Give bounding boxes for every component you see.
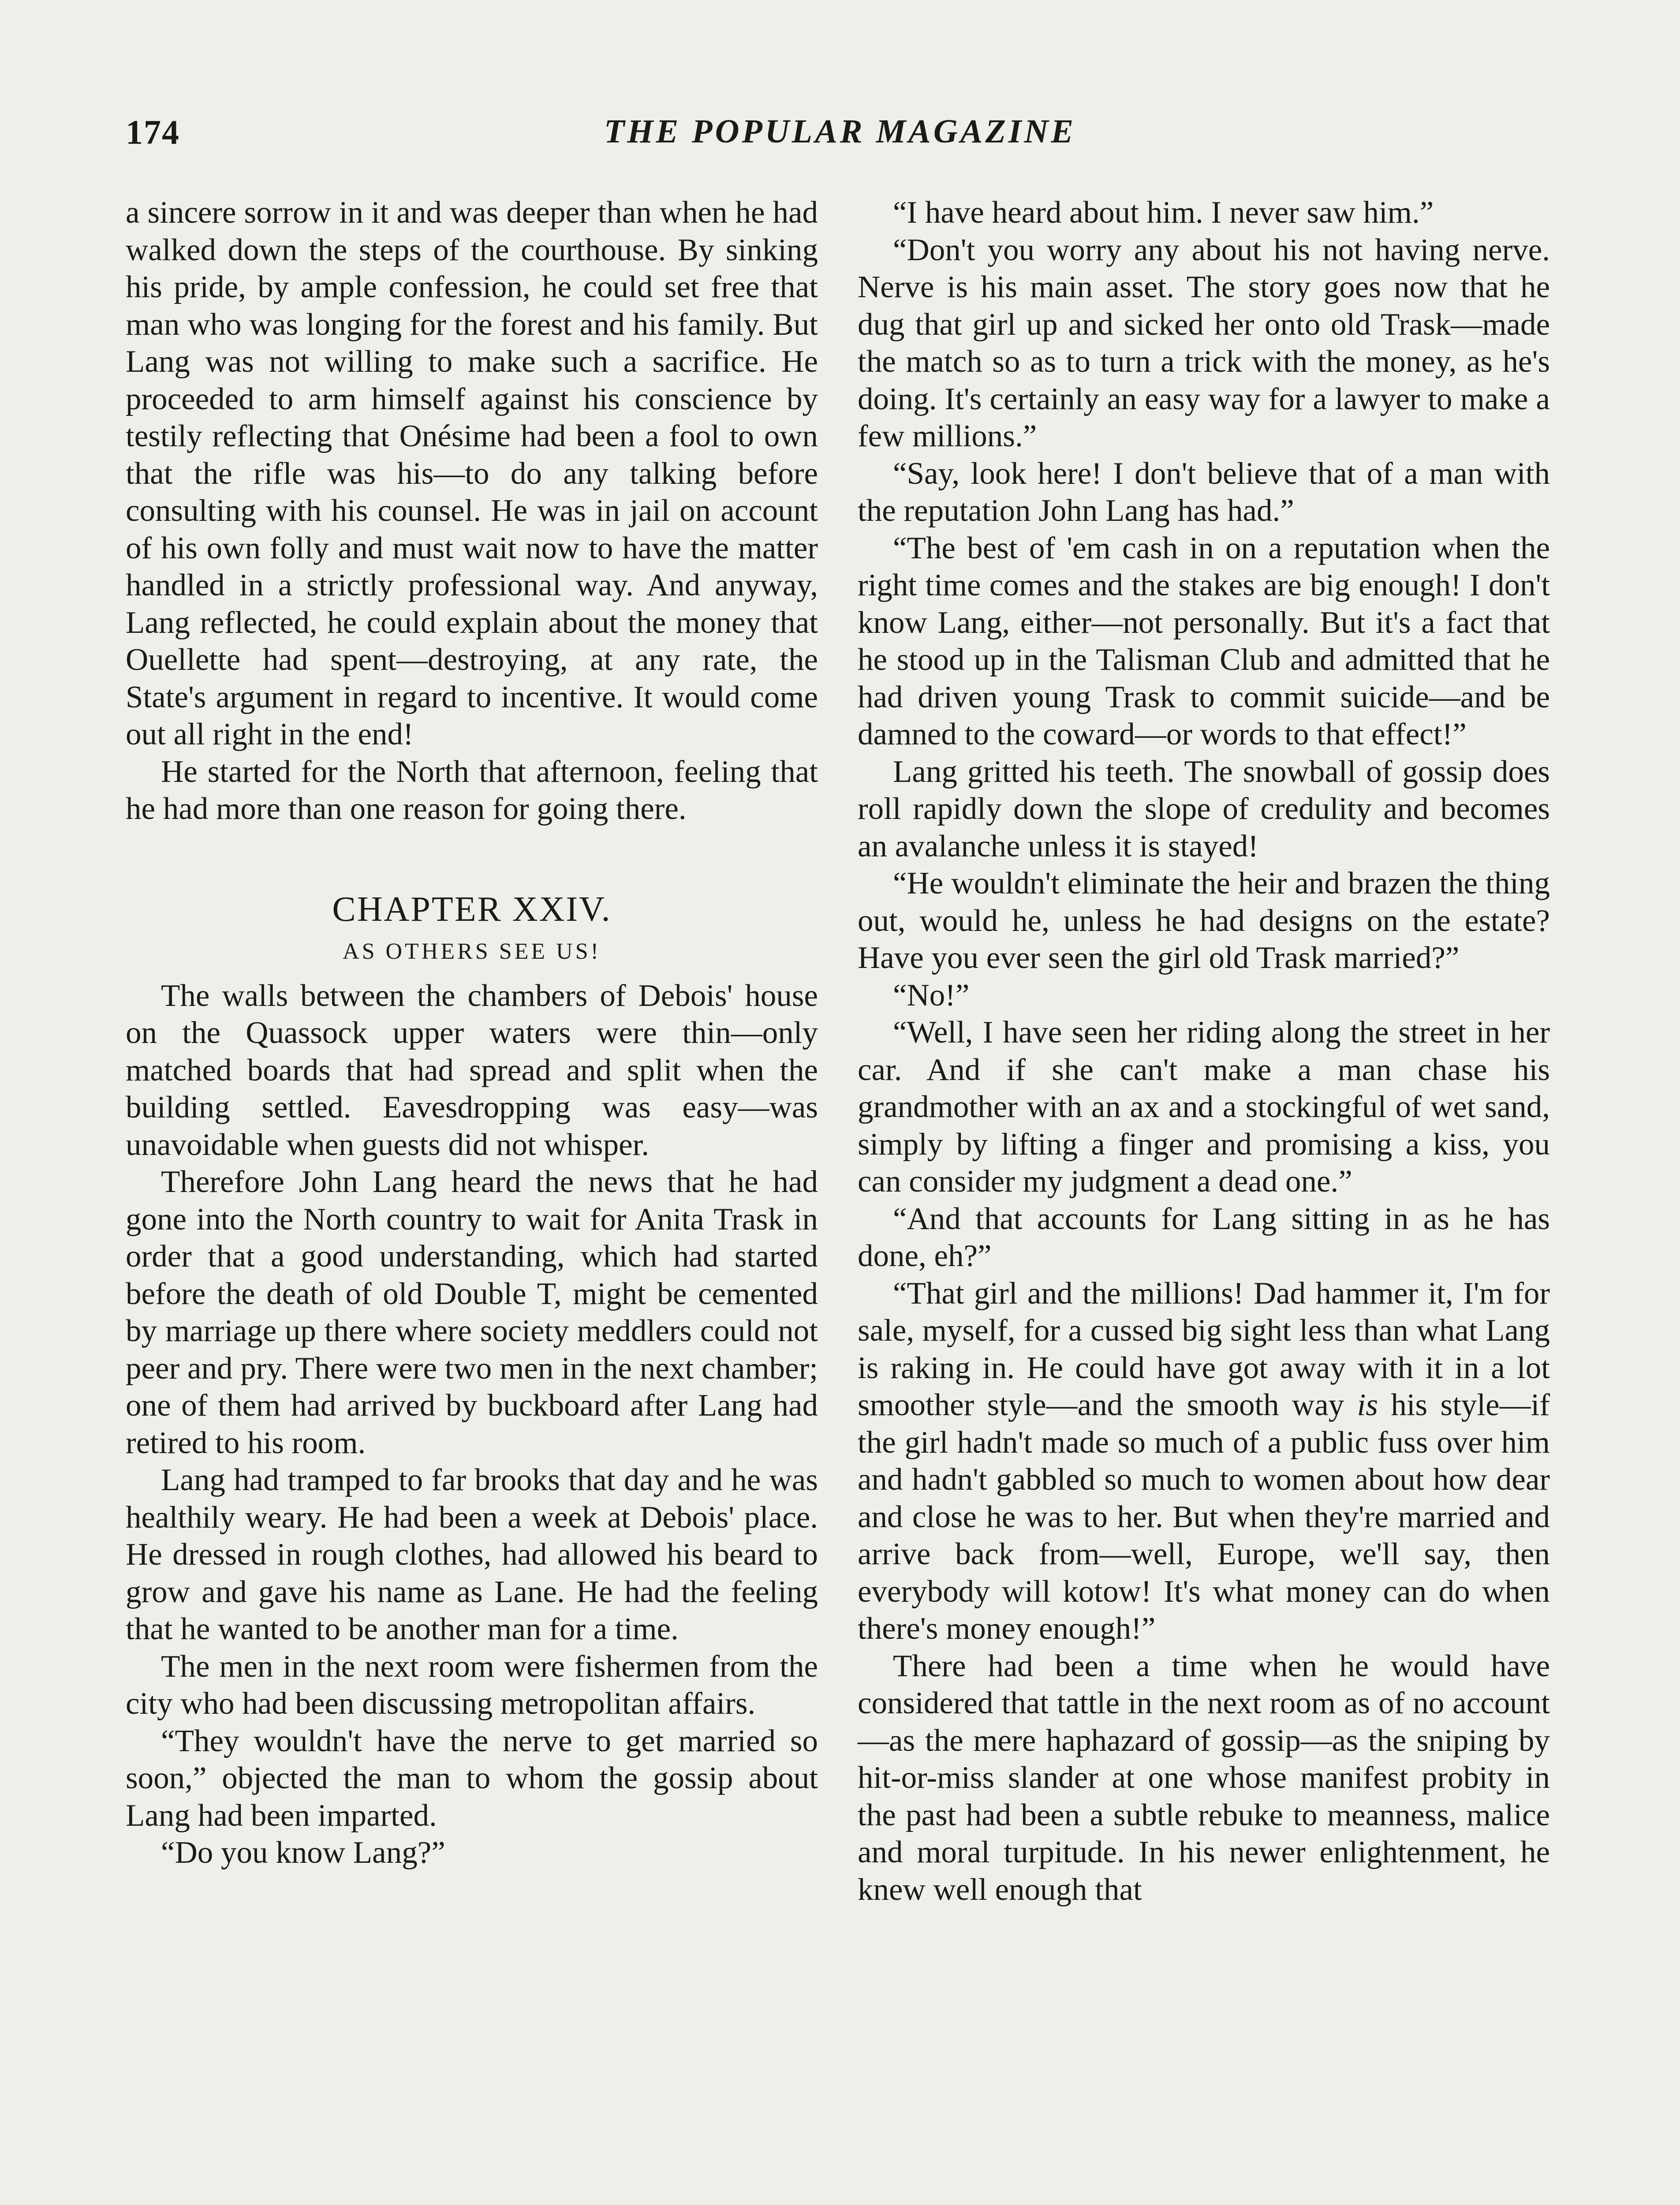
paragraph: Lang had tramped to far brooks that day and he was healthily weary. He had been a week at Debois' place. He dressed in rough clothes, had allowed his beard to grow and gave his name as Lane. He had the feeling that he wanted to be another man for a time. xyxy=(126,1463,818,1646)
left-column xyxy=(126,194,818,1872)
paragraph: “Do you know Lang?” xyxy=(161,1835,445,1870)
page-header xyxy=(126,112,1554,161)
paragraph: a sincere sorrow in it and was deeper than when he had walked down the steps of the courthouse. By sinking his pride, by ample confession, he could set free that man who was longing for the forest and his family. But Lang was not willing to make such a sacrifice. He proceeded to arm himself against his conscience by testily reflecting that Onésime had been a fool to own that the rifle was his—to do any talking before consulting with his counsel. He was in jail on account of his own folly and must wait now to have the matter handled in a strictly professional way. And anyway, Lang reflected, he could explain about the money that Ouellette had spent—destroying, at any rate, the State's argument in regard to incentive. It would come out all right in the end! xyxy=(126,195,818,751)
chapter-subtitle: AS OTHERS SEE US! xyxy=(343,938,601,964)
paragraph: He started for the North that afternoon, feeling that he had more than one reason for going there. xyxy=(126,754,818,826)
paragraph: The walls between the chambers of Debois' house on the Quassock upper waters were thin—only matched boards that had spread and split when the building settled. Eavesdropping was easy—was unavoidable when guests did not whisper. xyxy=(126,978,818,1162)
paragraph xyxy=(858,1275,1550,1648)
text-run: “That girl and the millions! Dad hammer it, I'm for sale, myself, for a cussed big sight less than what Lang is raking in. He could have got away with it in a lot smoother style—and the smooth way xyxy=(858,1276,1550,1422)
paragraph: “Say, look here! I don't believe that of a man with the reputation John Lang has had.” xyxy=(858,456,1550,528)
emphasis: is xyxy=(1357,1388,1378,1422)
paragraph: “Well, I have seen her riding along the street in her car. And if she can't make a man chase his grandmother with an ax and a stockingful of wet sand, simply by lifting a finger and promising a kiss, you can consider my judgment a dead one.” xyxy=(858,1015,1550,1199)
paragraph: “And that accounts for Lang sitting in as he has done, eh?” xyxy=(858,1201,1550,1273)
text-run: his style—if the girl hadn't made so much of a public fuss over him and hadn't gabbled so much to women about how dear and close he was to her. But when they're married and arrive back from—well, Europe, we'll say, then everybody will kotow! It's what money can do when there's money enough!” xyxy=(858,1388,1550,1646)
page-number: 174 xyxy=(126,113,180,151)
paragraph: The men in the next room were fishermen from the city who had been discussing metropolitan affairs. xyxy=(126,1649,818,1721)
paragraph: Therefore John Lang heard the news that he had gone into the North country to wait for Anita Trask in order that a good understanding, which had started before the death of old Double T, might be cemented by marriage up there where society meddlers could not peer and pry. There were two men in the next chamber; one of them had arrived by buckboard after Lang had retired to his room. xyxy=(126,1165,818,1460)
chapter-heading xyxy=(126,887,818,969)
paragraph: “He wouldn't eliminate the heir and brazen the thing out, would he, unless he had designs on the estate? Have you ever seen the girl old Trask married?” xyxy=(858,866,1550,975)
paragraph: “I have heard about him. I never saw him.” xyxy=(893,195,1434,230)
magazine-title: THE POPULAR MAGAZINE xyxy=(604,113,1076,150)
paragraph: “No!” xyxy=(893,978,970,1013)
paragraph: “The best of 'em cash in on a reputation when the right time comes and the stakes are big enough! I don't know Lang, either—not personally. But it's a fact that he stood up in the Talisman Club and admitted that he had driven young Trask to commit suicide—and be damned to the coward—or words to that effect!” xyxy=(858,531,1550,751)
right-column xyxy=(858,194,1550,1908)
paragraph: Lang gritted his teeth. The snowball of gossip does roll rapidly down the slope of credulity and becomes an avalanche unless it is stayed! xyxy=(858,754,1550,863)
paragraph: “They wouldn't have the nerve to get married so soon,” objected the man to whom the gossip about Lang had been imparted. xyxy=(126,1723,818,1833)
chapter-title: CHAPTER XXIV. xyxy=(332,889,612,929)
paragraph: There had been a time when he would have considered that tattle in the next room as of no account—as the mere haphazard of gossip—as the sniping by hit-or-miss slander at one whose manifest probity in the past had been a subtle rebuke to meanness, malice and moral turpitude. In his newer enlightenment, he knew well enough that xyxy=(858,1648,1550,1907)
paragraph: “Don't you worry any about his not having nerve. Nerve is his main asset. The story goes now that he dug that girl up and sicked her onto old Trask—made the match so as to turn a trick with the money, as he's doing. It's certainly an easy way for a lawyer to make a few millions.” xyxy=(858,232,1550,453)
